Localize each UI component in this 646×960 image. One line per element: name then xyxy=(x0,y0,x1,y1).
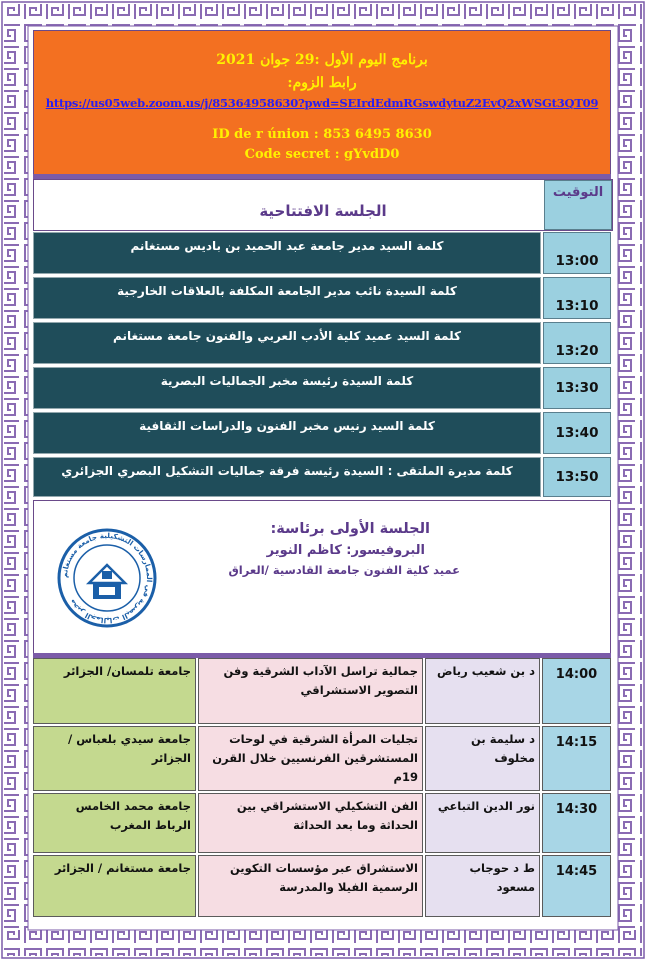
talk-university: جامعة مستغانم / الجزائر xyxy=(33,855,196,917)
talk-row xyxy=(33,726,611,791)
opening-row-text: كلمة السيدة رئيسة مخبر الجماليات البصرية xyxy=(33,367,541,409)
talk-row xyxy=(33,658,611,724)
header-panel xyxy=(33,30,611,175)
chair-affiliation: عميد كلية الفنون جامعة القادسية /العراق xyxy=(228,563,460,577)
talk-speaker: نور الدين التباعي xyxy=(425,793,540,853)
meeting-code: Code secret : gYvdD0 xyxy=(244,147,400,162)
opening-row xyxy=(33,412,611,454)
opening-row xyxy=(33,367,611,409)
opening-row xyxy=(33,457,611,497)
opening-row-time: 13:50 xyxy=(543,457,611,497)
opening-row-time: 13:40 xyxy=(543,412,611,454)
session-one-panel xyxy=(33,500,611,654)
opening-row-text: كلمة مديرة الملتقى : السيدة رئيسة فرقة جماليات التشكيل البصري الجزائري xyxy=(33,457,541,497)
opening-row-time: 13:30 xyxy=(543,367,611,409)
talk-university: جامعة سيدي بلعباس / الجزائر xyxy=(33,726,196,791)
opening-row-time: 13:00 xyxy=(543,232,611,274)
talk-title: جمالية تراسل الآداب الشرقية وفن التصوير الاستشراقي xyxy=(198,658,423,724)
zoom-link-label: رابط الزوم: xyxy=(287,75,357,91)
opening-session-header xyxy=(33,179,613,231)
opening-row-text: كلمة السيد مدير جامعة عبد الحميد بن باديس مستغانم xyxy=(33,232,541,274)
opening-row-time: 13:20 xyxy=(543,322,611,364)
talk-row xyxy=(33,855,611,917)
opening-row xyxy=(33,322,611,364)
talk-speaker: ط د حوجاب مسعود xyxy=(425,855,540,917)
opening-session-title: الجلسة الافتتاحية xyxy=(259,202,387,220)
talk-time: 14:30 xyxy=(542,793,611,853)
session-chair: البروفيسور: كاظم النوير xyxy=(266,543,425,558)
talk-title: تجليات المرأة الشرقية في لوحات المستشرقين الفرنسيين خلال القرن 19م xyxy=(198,726,423,791)
talk-time: 14:00 xyxy=(542,658,611,724)
talk-time: 14:45 xyxy=(542,855,611,917)
timing-label: التوقيت xyxy=(552,185,604,200)
zoom-link[interactable]: https://us05web.zoom.us/j/85364958630?pwd=SEIrdEdmRGswdytuZ2EvQ2xWSGt3QT09 xyxy=(45,96,599,110)
talk-row xyxy=(33,793,611,853)
talk-time: 14:15 xyxy=(542,726,611,791)
opening-row-text: كلمة السيد رنيس مخبر الفنون والدراسات الثقافية xyxy=(33,412,541,454)
talk-university: جامعة تلمسان/ الجزائر xyxy=(33,658,196,724)
meeting-id: ID de r únion : 853 6495 8630 xyxy=(212,127,432,142)
opening-row-time: 13:10 xyxy=(543,277,611,319)
talk-title: الفن التشكيلي الاستشراقي بين الحداثة وما بعد الحداثة xyxy=(198,793,423,853)
opening-row xyxy=(33,277,611,319)
svg-text:مخبر الجماليات البصرية في المم: مخبر الجماليات البصرية في الممارسات التشكيلية جامعة مستغانم xyxy=(59,530,155,626)
talk-speaker: د بن شعيب رياض xyxy=(425,658,540,724)
opening-row-text: كلمة السيدة نائب مدير الجامعة المكلفة بالعلاقات الخارجية xyxy=(33,277,541,319)
opening-row xyxy=(33,232,611,274)
timing-header xyxy=(544,180,612,230)
talk-university: جامعة محمد الخامس الرباط المغرب xyxy=(33,793,196,853)
session-one-title: الجلسة الأولى برئاسة: xyxy=(270,521,430,537)
talk-title: الاستشراق عبر مؤسسات التكوين الرسمية الفيلا والمدرسة xyxy=(198,855,423,917)
day-title: برنامج اليوم الأول :29 جوان 2021 xyxy=(216,52,428,68)
lab-seal-logo xyxy=(56,527,158,629)
opening-row-text: كلمة السيد عميد كلية الأدب العربي والفنون جامعة مستغانم xyxy=(33,322,541,364)
talk-speaker: د سليمة بن مخلوف xyxy=(425,726,540,791)
